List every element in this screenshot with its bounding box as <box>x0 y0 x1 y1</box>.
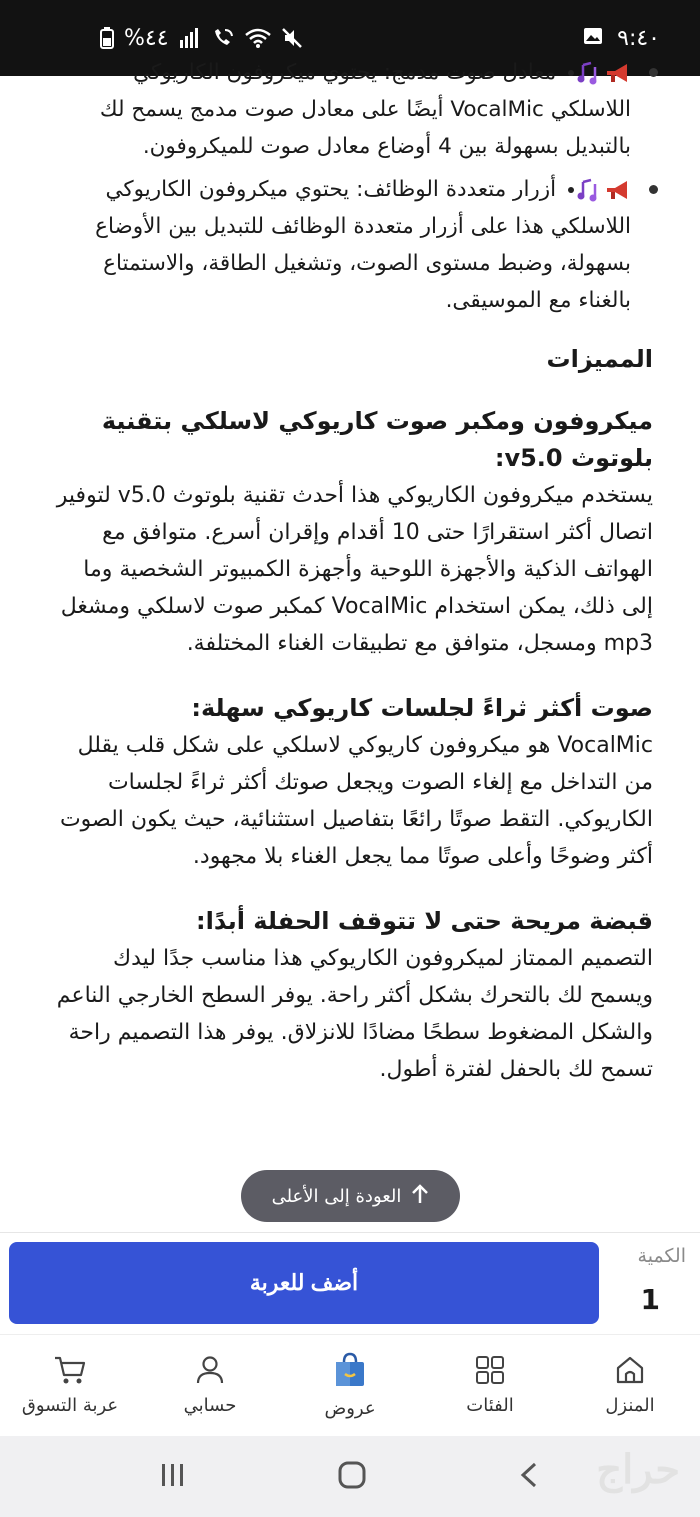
system-navigation-bar <box>0 1436 700 1517</box>
add-to-cart-button[interactable]: أضف للعربة <box>9 1242 599 1324</box>
status-icons <box>100 26 303 51</box>
image-notification-icon <box>583 26 603 51</box>
feature-body: VocalMic هو ميكروفون كاريوكي لاسلكي على شكل قلب يقلل من التداخل مع إلغاء الصوت ويجعل صوتك أكثر ثراءً لجلسات الكاريوكي. التقط صوتًا رائعًا بتفاصيل استثنائية، حيث يكون الصوت أكثر وضوحًا وأعلى صوتًا مما يجعل الغناء بلا مجهود. <box>59 733 653 869</box>
user-icon <box>195 1355 225 1385</box>
wifi-icon <box>245 28 271 48</box>
home-system-button[interactable] <box>337 1460 367 1494</box>
nav-label: عربة التسوق <box>21 1395 119 1416</box>
music-megaphone-icons <box>567 61 631 85</box>
section-title: المميزات <box>546 345 653 373</box>
nav-item-offers[interactable] <box>280 1335 420 1436</box>
bottom-navigation <box>0 1334 700 1436</box>
quantity-label: الكمية <box>637 1245 686 1267</box>
status-time-group <box>583 26 660 51</box>
megaphone-icon <box>605 61 631 85</box>
description-scroll <box>48 54 653 1116</box>
feature-body: يستخدم ميكروفون الكاريوكي هذا أحدث تقنية بلوتوث v5.0 لتوفير اتصال أكثر استقرارًا حتى 10 أقدام وإقران أسرع. متوافق مع الهواتف الذكية والأجهزة اللوحية وأجهزة الكمبيوتر الشخصية وما إلى ذلك، يمكن استخدام VocalMic كمكبر صوت لاسلكي ومشغل mp3 ومسجل، متوافق مع تطبيقات الغناء المختلفة. <box>56 483 653 656</box>
battery-icon <box>100 27 114 49</box>
back-to-top-label: العودة إلى الأعلى <box>271 1185 402 1207</box>
feature-body: التصميم الممتاز لميكروفون الكاريوكي هذا مناسب جدًا ليدك ويسمح لك بالتحرك بشكل أكثر راحة. يوفر السطح الخارجي الناعم والشكل المضغوط سطحًا مضادًا للانزلاق. يوفر هذا التصميم راحة تسمح لك بالحفل لفترة أطول. <box>56 946 653 1082</box>
grid-icon <box>475 1355 505 1385</box>
music-notes-icon <box>577 61 603 85</box>
watermark-logo: حراج <box>596 1446 680 1493</box>
nav-label: الفئات <box>466 1395 514 1416</box>
dot-icon <box>567 178 575 202</box>
signal-icon <box>179 28 201 48</box>
shopping-bag-icon <box>331 1352 369 1388</box>
feature-bullets <box>48 54 653 319</box>
nav-item-cart[interactable] <box>0 1335 140 1436</box>
back-system-button[interactable] <box>517 1461 541 1493</box>
bullet-item <box>48 54 653 165</box>
cart-bar <box>0 1232 700 1334</box>
nav-item-categories[interactable] <box>420 1335 560 1436</box>
dot-icon <box>567 61 575 85</box>
feature-title: قبضة مريحة حتى لا تتوقف الحفلة أبدًا: <box>196 907 653 935</box>
nav-label: عروض <box>324 1398 376 1419</box>
quantity-selector[interactable]: 1 <box>640 1283 660 1316</box>
bullet-text: معادل صوت مدمج: يحتوي ميكروفون الكاريوكي اللاسلكي VocalMic أيضًا على معادل صوت مدمج يسمح لك بالتبديل بسهولة بين 4 أوضاع معادل صوت للميكروفون. <box>99 60 631 159</box>
cart-icon <box>53 1355 87 1385</box>
music-notes-icon <box>577 178 603 202</box>
nav-item-home[interactable] <box>560 1335 700 1436</box>
status-time: ٩:٤٠ <box>617 25 660 51</box>
bullet-item <box>48 171 653 319</box>
bullet-text: أزرار متعددة الوظائف: يحتوي ميكروفون الكاريوكي اللاسلكي هذا على أزرار متعددة الوظائف للتبديل بين الأوضاع بسهولة، وضبط مستوى الصوت، وتشغيل الطاقة، والاستمتاع بالغناء مع الموسيقى. <box>95 177 631 313</box>
recent-apps-button[interactable] <box>159 1462 187 1492</box>
home-icon <box>614 1355 646 1385</box>
arrow-up-icon <box>411 1184 429 1209</box>
back-to-top-button[interactable] <box>241 1170 460 1222</box>
wifi-calling-icon <box>211 27 235 49</box>
megaphone-icon <box>605 178 631 202</box>
music-megaphone-icons <box>567 178 631 202</box>
nav-label: المنزل <box>605 1395 655 1416</box>
feature-title: صوت أكثر ثراءً لجلسات كاريوكي سهلة: <box>191 694 653 722</box>
mute-icon <box>281 27 303 49</box>
battery-percent: %٤٤ <box>124 25 169 51</box>
feature-title: ميكروفون ومكبر صوت كاريوكي لاسلكي بتقنية بلوتوث v5.0: <box>101 407 653 472</box>
product-description[interactable] <box>0 60 700 1232</box>
nav-label: حسابي <box>183 1395 237 1416</box>
nav-item-account[interactable] <box>140 1335 280 1436</box>
